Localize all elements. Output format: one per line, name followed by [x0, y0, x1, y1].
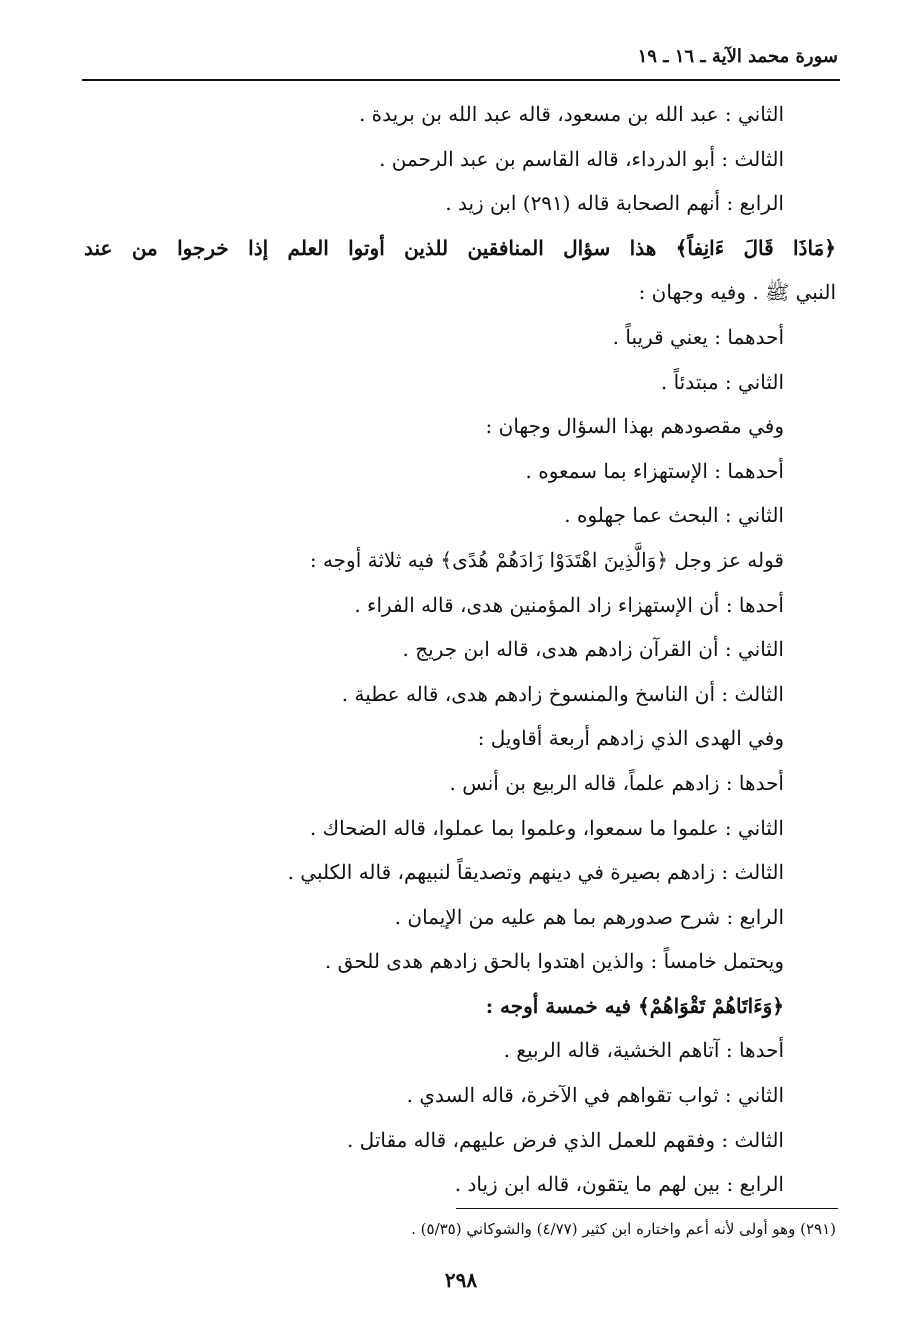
text-line: أحدها : آتاهم الخشية، قاله الربيع . — [503, 1038, 784, 1063]
text-line: الرابع : شرح صدورهم بما هم عليه من الإيمان . — [394, 904, 784, 929]
text-line: الثاني : علموا ما سمعوا، وعلموا بما عملوا، قاله الضحاك . — [309, 815, 784, 840]
header-rule — [82, 79, 840, 81]
text-line: الثاني : البحث عما جهلوه . — [564, 503, 784, 528]
footnote-rule — [456, 1208, 838, 1209]
text-line: الثاني : مبتدئاً . — [660, 369, 784, 394]
text-line: الثاني : أن القرآن زادهم هدى، قاله ابن جريج . — [402, 637, 784, 662]
text-line: الثالث : وفقهم للعمل الذي فرض عليهم، قاله مقاتل . — [346, 1127, 784, 1152]
text-line: النبي ﷺ . وفيه وجهان : — [638, 280, 836, 305]
text-line: الثالث : زادهم بصيرة في دينهم وتصديقاً لنبيهم، قاله الكلبي . — [287, 860, 784, 885]
text-line: الثالث : أن الناسخ والمنسوخ زادهم هدى، قاله عطية . — [341, 681, 784, 706]
text-line: أحدهما : الإستهزاء بما سمعوه . — [525, 458, 784, 483]
text-line: الثاني : عبد الله بن مسعود، قاله عبد الله بن بريدة . — [358, 102, 784, 126]
page-number: ٢٩٨ — [444, 1268, 478, 1292]
text-line: الرابع : أنهم الصحابة قاله (٢٩١) ابن زيد . — [445, 191, 784, 216]
running-title: سورة محمد الآية ـ ١٦ ـ ١٩ — [637, 46, 838, 67]
footnote: (٢٩١) وهو أولى لأنه أعم واختاره ابن كثير (٤/٧٧) والشوكاني (٥/٣٥) . — [411, 1220, 836, 1238]
body-text — [84, 92, 836, 1207]
text-line: ويحتمل خامساً : والذين اهتدوا بالحق زادهم هدى للحق . — [324, 949, 784, 974]
text-line: وفي الهدى الذي زادهم أربعة أقاويل : — [477, 726, 784, 751]
text-line: الثالث : أبو الدرداء، قاله القاسم بن عبد الرحمن . — [379, 146, 784, 171]
text-line: أحدها : زادهم علماً، قاله الربيع بن أنس . — [449, 770, 784, 795]
text-line: وفي مقصودهم بهذا السؤال وجهان : — [485, 414, 784, 439]
text-line: الثاني : ثواب تقواهم في الآخرة، قاله السدي . — [406, 1083, 784, 1108]
verse-line: ﴿وَءَاتَاهُمْ تَقْوَاهُمْ﴾ فيه خمسة أوجه : — [485, 993, 784, 1018]
text-line: أحدهما : يعني قريباً . — [612, 324, 784, 349]
verse-line: قوله عز وجل ﴿وَالَّذِينَ اهْتَدَوْا زَادَهُمْ هُدًى﴾ فيه ثلاثة أوجه : — [309, 547, 784, 572]
verse-line: ﴿مَاذَا قَالَ ءَانِفاً﴾ هذا سؤال المنافقين للذين أوتوا العلم إذا خرجوا من عند — [84, 235, 836, 260]
text-line: الرابع : بين لهم ما يتقون، قاله ابن زياد . — [454, 1172, 784, 1197]
text-line: أحدها : أن الإستهزاء زاد المؤمنين هدى، قاله الفراء . — [354, 592, 784, 617]
